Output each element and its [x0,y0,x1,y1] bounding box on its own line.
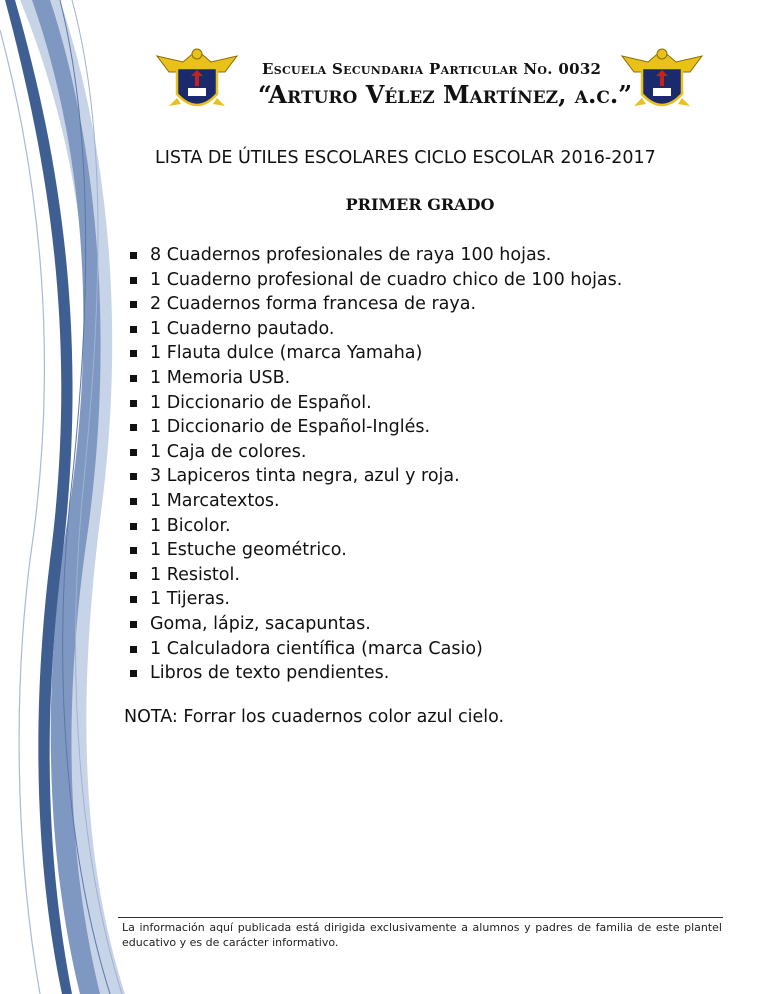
list-item [126,464,622,489]
item-text: 1 Cuaderno profesional de cuadro chico de 100 hojas. [150,269,623,290]
item-text: 1 Estuche geométrico. [150,540,347,561]
bullet-icon [130,449,137,456]
list-item [126,292,622,317]
bullet-icon [130,350,137,357]
list-item [126,661,622,686]
list-item [126,637,622,662]
bullet-icon [130,498,137,505]
item-text: 1 Calculadora científica (marca Casio) [150,638,483,659]
school-crest-icon [620,42,704,116]
bullet-icon [130,277,137,284]
list-item [126,317,622,342]
bullet-icon [130,547,137,554]
bullet-icon [130,400,137,407]
footer-disclaimer: La información aquí publicada está dirigida exclusivamente a alumnos y padres de familia de este plantel educativo y es de carácter informativo. [122,921,722,949]
bullet-icon [130,424,137,431]
list-item [126,587,622,612]
list-item [126,563,622,588]
list-item [126,268,622,293]
note-text: NOTA: Forrar los cuadernos color azul cielo. [124,707,505,727]
bullet-icon [130,646,137,653]
bullet-icon [130,670,137,677]
school-crest-icon [155,42,239,116]
list-item [126,366,622,391]
bullet-icon [130,572,137,579]
item-text: 1 Diccionario de Español-Inglés. [150,417,431,438]
item-text: 1 Caja de colores. [150,441,307,462]
list-item [126,391,622,416]
item-text: 1 Flauta dulce (marca Yamaha) [150,343,423,364]
item-text: 1 Memoria USB. [150,367,291,388]
item-text: 1 Resistol. [150,564,240,585]
list-item [126,415,622,440]
item-text: 1 Cuaderno pautado. [150,318,335,339]
bullet-icon [130,523,137,530]
school-name-line2: “Arturo Vélez Martínez, a.c.” [258,80,633,109]
decorative-ribbon [0,0,130,994]
item-text: 1 Tijeras. [150,589,230,610]
bullet-icon [130,473,137,480]
grade-heading: PRIMER GRADO [345,195,495,214]
school-name-line1: Escuela Secundaria Particular No. 0032 [262,60,602,78]
item-text: 2 Cuadernos forma francesa de raya. [150,294,477,315]
list-item [126,538,622,563]
list-item [126,514,622,539]
bullet-icon [130,621,137,628]
item-text: 8 Cuadernos profesionales de raya 100 hojas. [150,245,552,265]
item-text: 1 Diccionario de Español. [150,392,372,413]
bullet-icon [130,301,137,308]
list-item [126,243,622,268]
list-item [126,341,622,366]
bullet-icon [130,326,137,333]
item-text: 3 Lapiceros tinta negra, azul y roja. [150,466,460,487]
list-item [126,440,622,465]
item-text: 1 Marcatextos. [150,490,280,511]
bullet-icon [130,252,137,259]
footer-divider [118,917,723,918]
item-text: Libros de texto pendientes. [150,663,390,684]
supplies-list [126,243,622,686]
list-item [126,612,622,637]
item-text: Goma, lápiz, sacapuntas. [150,613,371,634]
bullet-icon [130,596,137,603]
item-text: 1 Bicolor. [150,515,231,536]
bullet-icon [130,375,137,382]
list-title: LISTA DE ÚTILES ESCOLARES CICLO ESCOLAR 2016-2017 [155,148,656,168]
list-item [126,489,622,514]
document-header [0,0,768,130]
